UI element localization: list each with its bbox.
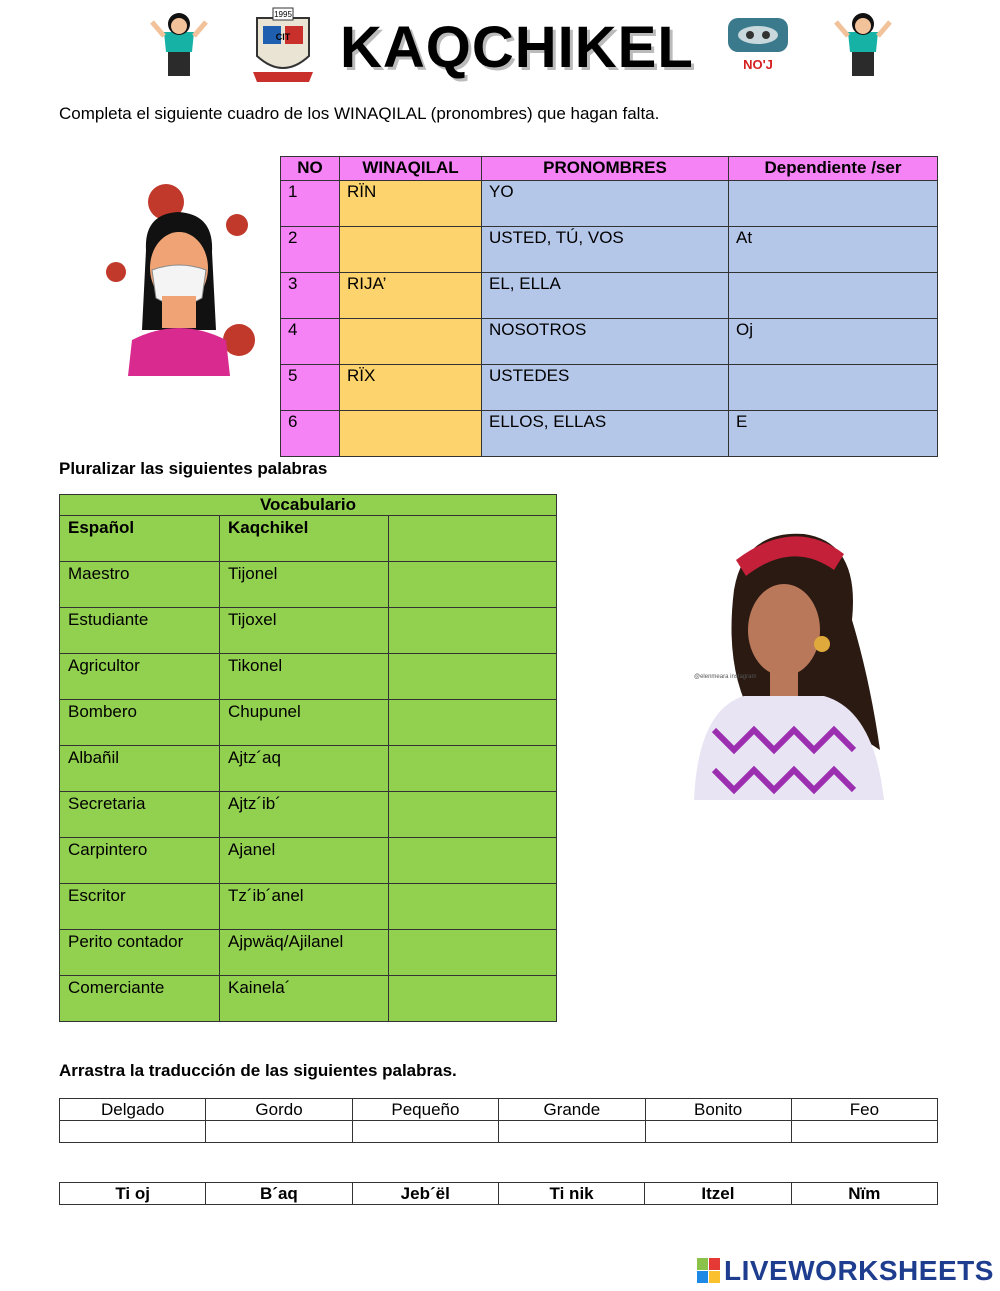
plural-answer-cell[interactable] — [389, 884, 557, 930]
crest-year: 1995 — [274, 10, 292, 19]
table-row — [60, 884, 557, 930]
winaqilal-cell: RÏX — [340, 365, 482, 411]
table-row — [281, 365, 938, 411]
vocab-es: Albañil — [60, 746, 220, 792]
row-number: 3 — [281, 273, 340, 319]
dependiente-answer-cell[interactable] — [729, 181, 938, 227]
winaqilal-answer-cell[interactable] — [340, 411, 482, 457]
dependiente-answer-cell[interactable] — [729, 365, 938, 411]
kaqchikel-drag-words — [59, 1182, 938, 1205]
pronombre-cell: YO — [482, 181, 729, 227]
nahual-noj-icon — [724, 14, 792, 74]
vocab-es: Comerciante — [60, 976, 220, 1022]
instruction-text: Completa el siguiente cuadro de los WINAQILAL (pronombres) que hagan falta. — [59, 104, 660, 123]
table-row — [60, 838, 557, 884]
draggable-word[interactable]: Ti oj — [60, 1183, 206, 1205]
vocab-es: Secretaria — [60, 792, 220, 838]
page-title: KAQCHIKEL — [340, 15, 694, 80]
table-row — [281, 181, 938, 227]
winaqilal-answer-cell[interactable] — [340, 227, 482, 273]
drop-zone[interactable] — [791, 1121, 937, 1143]
vocab-header-kaqchikel: Kaqchikel — [220, 516, 389, 562]
vocab-kaq: Tikonel — [220, 654, 389, 700]
vocab-es: Agricultor — [60, 654, 220, 700]
vocab-kaq: Ajanel — [220, 838, 389, 884]
pronoun-header-dependiente: Dependiente /ser — [729, 157, 938, 181]
vocab-es: Escritor — [60, 884, 220, 930]
draggable-word[interactable]: Ti nik — [498, 1183, 644, 1205]
pronoun-header-no: NO — [281, 157, 340, 181]
vocab-kaq: Chupunel — [220, 700, 389, 746]
traditional-woman-illustration — [684, 520, 898, 818]
spanish-word: Gordo — [206, 1099, 352, 1121]
plural-section-title: Pluralizar las siguientes palabras — [59, 459, 328, 478]
vocab-kaq: Ajtz´ib´ — [220, 792, 389, 838]
vocab-es: Bombero — [60, 700, 220, 746]
row-number: 6 — [281, 411, 340, 457]
dependiente-cell: At — [729, 227, 938, 273]
pronoun-header-pronombres: PRONOMBRES — [482, 157, 729, 181]
vocab-kaq: Tz´ib´anel — [220, 884, 389, 930]
drop-zone[interactable] — [60, 1121, 206, 1143]
pronombre-cell: NOSOTROS — [482, 319, 729, 365]
school-crest-logo — [247, 6, 319, 86]
dependiente-cell: E — [729, 411, 938, 457]
winaqilal-answer-cell[interactable] — [340, 319, 482, 365]
dependiente-cell: Oj — [729, 319, 938, 365]
table-row — [60, 654, 557, 700]
spanish-word: Pequeño — [352, 1099, 498, 1121]
draggable-word[interactable]: Itzel — [645, 1183, 791, 1205]
pronombre-cell: USTEDES — [482, 365, 729, 411]
table-row — [60, 562, 557, 608]
vocab-es: Maestro — [60, 562, 220, 608]
drop-zone[interactable] — [206, 1121, 352, 1143]
vocab-es: Estudiante — [60, 608, 220, 654]
plural-answer-cell[interactable] — [389, 700, 557, 746]
table-row — [60, 746, 557, 792]
plural-answer-cell[interactable] — [389, 746, 557, 792]
spanish-word: Grande — [499, 1099, 645, 1121]
vocab-es: Perito contador — [60, 930, 220, 976]
pronombre-cell: USTED, TÚ, VOS — [482, 227, 729, 273]
plural-answer-cell[interactable] — [389, 654, 557, 700]
drag-section-title: Arrastra la traducción de las siguientes palabras. — [59, 1061, 457, 1080]
draggable-word[interactable]: Jeb´ël — [352, 1183, 498, 1205]
table-row — [60, 930, 557, 976]
liveworksheets-logo: LIVEWORKSHEETS — [724, 1255, 994, 1286]
table-row — [281, 227, 938, 273]
pronoun-table — [280, 156, 938, 457]
pronombre-cell: EL, ELLA — [482, 273, 729, 319]
masked-girl-illustration — [104, 180, 264, 376]
spanish-word: Delgado — [60, 1099, 206, 1121]
liveworksheets-logo-icon — [697, 1258, 721, 1284]
drop-zone[interactable] — [499, 1121, 645, 1143]
vocab-kaq: Tijoxel — [220, 608, 389, 654]
plural-answer-cell[interactable] — [389, 930, 557, 976]
pronoun-header-winaqilal: WINAQILAL — [340, 157, 482, 181]
plural-answer-cell[interactable] — [389, 792, 557, 838]
girl-icon-left — [146, 8, 212, 78]
vocab-kaq: Ajpwäq/Ajilanel — [220, 930, 389, 976]
pronombre-cell: ELLOS, ELLAS — [482, 411, 729, 457]
vocab-es: Carpintero — [60, 838, 220, 884]
crest-text: CIT — [275, 32, 291, 42]
artist-credit: @elenmeara instagram — [694, 674, 757, 680]
row-number: 2 — [281, 227, 340, 273]
winaqilal-cell: RÏN — [340, 181, 482, 227]
table-row — [281, 411, 938, 457]
spanish-words-table — [59, 1098, 938, 1143]
table-row — [281, 319, 938, 365]
spanish-word: Feo — [791, 1099, 937, 1121]
table-row — [60, 700, 557, 746]
vocab-kaq: Ajtz´aq — [220, 746, 389, 792]
vocab-header-plural — [389, 516, 557, 562]
table-row — [60, 792, 557, 838]
row-number: 5 — [281, 365, 340, 411]
table-row — [60, 976, 557, 1022]
drop-zone[interactable] — [352, 1121, 498, 1143]
draggable-word[interactable]: Nïm — [791, 1183, 937, 1205]
vocab-title: Vocabulario — [60, 495, 557, 516]
vocab-kaq: Tijonel — [220, 562, 389, 608]
row-number: 4 — [281, 319, 340, 365]
vocabulary-table — [59, 494, 557, 1022]
plural-answer-cell[interactable] — [389, 608, 557, 654]
table-row — [281, 273, 938, 319]
draggable-word[interactable]: B´aq — [206, 1183, 352, 1205]
dependiente-answer-cell[interactable] — [729, 273, 938, 319]
plural-answer-cell[interactable] — [389, 838, 557, 884]
row-number: 1 — [281, 181, 340, 227]
vocab-header-espanol: Español — [60, 516, 220, 562]
table-row — [60, 608, 557, 654]
spanish-word: Bonito — [645, 1099, 791, 1121]
vocab-kaq: Kainela´ — [220, 976, 389, 1022]
drop-zone[interactable] — [645, 1121, 791, 1143]
plural-answer-cell[interactable] — [389, 562, 557, 608]
nahual-label: NO'J — [743, 57, 773, 72]
winaqilal-cell: RIJA’ — [340, 273, 482, 319]
plural-answer-cell[interactable] — [389, 976, 557, 1022]
girl-icon-right — [830, 8, 896, 78]
